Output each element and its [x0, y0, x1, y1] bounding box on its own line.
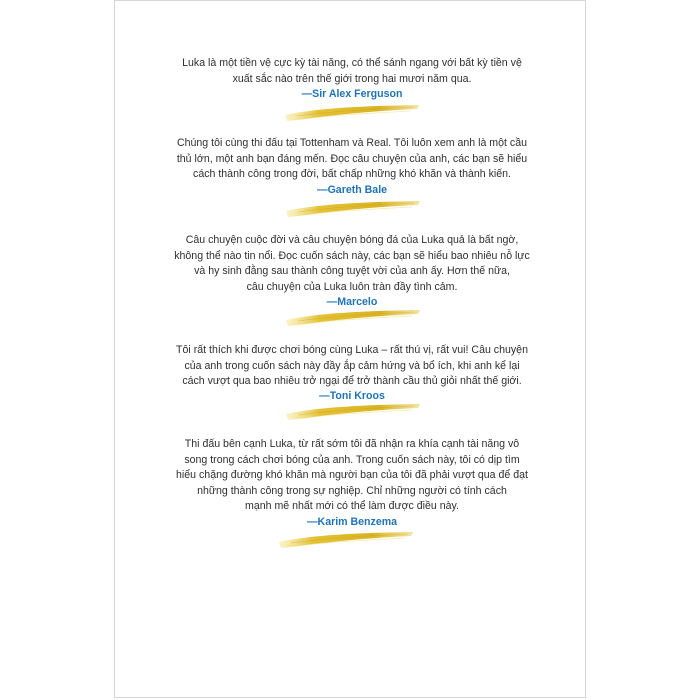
quote-line: những thành công trong sự nghiệp. Chỉ những người có tính cách	[197, 484, 507, 497]
quote-line: hiểu chặng đường khó khăn mà người bạn của tôi đã phải vượt qua để đạt	[176, 469, 528, 482]
quote-line: câu chuyện của Luka luôn tràn đầy tình cảm.	[246, 280, 458, 293]
gold-brush-divider	[284, 200, 422, 218]
quote-line: Câu chuyện cuộc đời và câu chuyện bóng đá của Luka quả là bất ngờ,	[185, 234, 519, 246]
quote-line: của anh trong cuốn sách này đầy ắp cảm hứng và bổ ích, khi anh kể lại	[184, 359, 520, 372]
quote-line: Chúng tôi cùng thi đấu tại Tottenham và Real. Tôi luôn xem anh là một cầu	[176, 137, 527, 149]
book-page	[114, 0, 586, 698]
gold-brush-divider	[284, 309, 422, 327]
quote-line: cách vượt qua bao nhiêu trở ngại để trở thành cầu thủ giỏi nhất thế giới.	[182, 375, 522, 388]
author-kroos: —Toni Kroos	[319, 390, 385, 402]
quote-ferguson	[157, 56, 547, 87]
gold-brush-divider	[284, 403, 422, 421]
quote-line: thủ lớn, một anh bạn đáng mến. Đọc câu chuyện của anh, các bạn sẽ hiểu	[176, 152, 528, 165]
quote-line: xuất sắc nào trên thế giới trong hai mươi năm qua.	[232, 72, 472, 85]
author-bale: —Gareth Bale	[316, 184, 388, 196]
quote-line: song trong cách chơi bóng của anh. Trong cuốn sách này, tôi có dịp tìm	[184, 453, 520, 466]
quote-benzema	[157, 437, 547, 515]
quote-bale	[157, 136, 547, 183]
quote-kroos	[157, 343, 547, 390]
quote-line: mạnh mẽ nhất mới có thể làm được điều này.	[245, 500, 459, 513]
quote-line: không thể nào tin nổi. Đọc cuốn sách này, các bạn sẽ hiểu bao nhiêu nỗ lực	[174, 249, 530, 262]
gold-brush-divider	[283, 104, 421, 122]
author-benzema: —Karim Benzema	[306, 516, 398, 528]
quote-line: Luka là một tiền vệ cực kỳ tài năng, có thể sánh ngang với bất kỳ tiền vệ	[182, 57, 522, 69]
author-marcelo: —Marcelo	[326, 296, 378, 308]
gold-brush-divider	[277, 531, 415, 549]
quote-line: cách thành công trong đời, bất chấp những khó khăn và thành kiến.	[193, 168, 511, 181]
quote-line: Thi đấu bên cạnh Luka, từ rất sớm tôi đã nhận ra khía cạnh tài năng vô	[184, 438, 520, 450]
quote-line: và hy sinh đằng sau thành công tuyệt vời của anh ấy. Hơn thế nữa,	[194, 265, 510, 278]
quote-line: Tôi rất thích khi được chơi bóng cùng Luka – rất thú vị, rất vui! Câu chuyện	[176, 344, 528, 356]
quote-marcelo	[157, 233, 547, 295]
author-ferguson: —Sir Alex Ferguson	[301, 88, 403, 100]
